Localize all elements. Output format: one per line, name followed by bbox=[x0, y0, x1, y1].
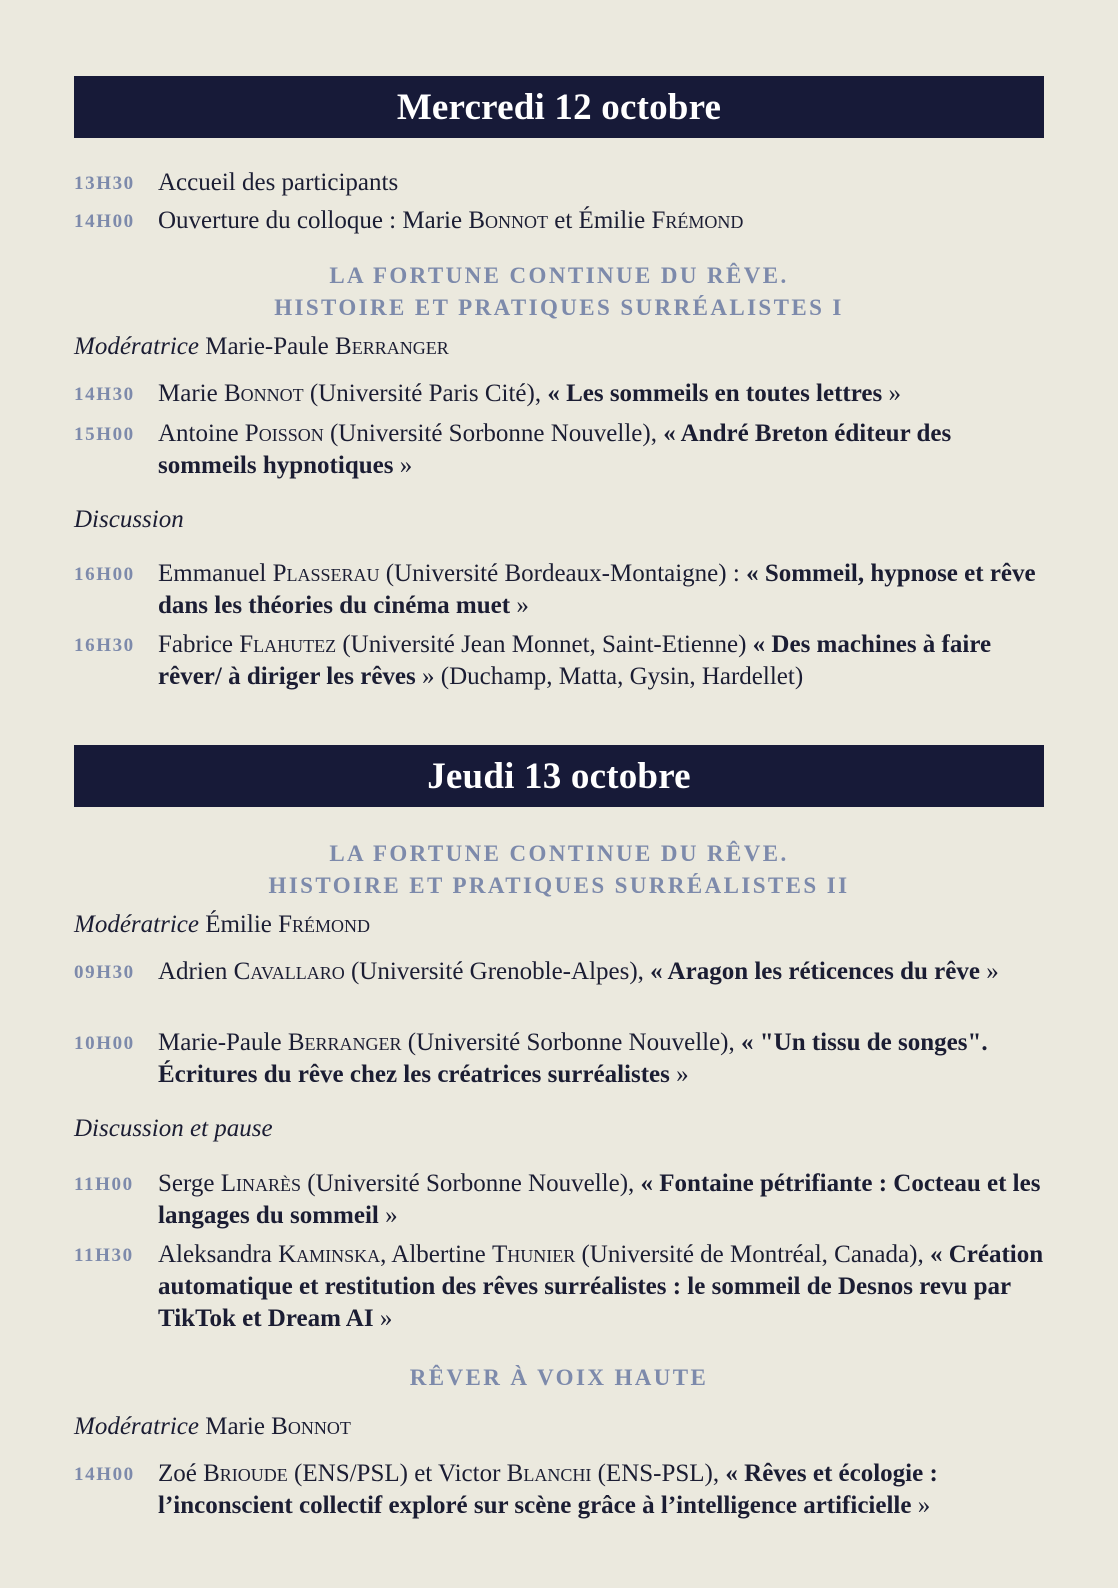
speaker-affiliation: (Université Grenoble-Alpes), bbox=[344, 958, 651, 985]
talk-time: 16H30 bbox=[74, 635, 135, 656]
talk-entry bbox=[74, 418, 1049, 482]
talk-entry bbox=[74, 629, 1049, 693]
talk-entry bbox=[74, 558, 1049, 622]
speaker-name: Bonnot bbox=[468, 207, 548, 234]
moderator-first: Marie bbox=[205, 1413, 272, 1440]
speaker-last: Thunier bbox=[491, 1241, 576, 1268]
speaker-last: Linarès bbox=[220, 1170, 302, 1197]
talk-time: 10H00 bbox=[74, 1033, 135, 1054]
entry-text: Accueil des participants bbox=[158, 169, 399, 196]
speaker-last: Cavallaro bbox=[233, 958, 345, 985]
moderator-line bbox=[74, 331, 1044, 363]
discussion-label: Discussion et pause bbox=[74, 1115, 273, 1142]
talk-entry bbox=[74, 1239, 1049, 1335]
moderator-last: Bonnot bbox=[271, 1413, 351, 1440]
day-banner-wednesday bbox=[74, 76, 1044, 138]
talk-title: « Les sommeils en toutes lettres bbox=[547, 380, 883, 407]
speaker-affiliation: (Université de Montréal, Canada), bbox=[575, 1241, 930, 1268]
session-heading bbox=[74, 1362, 1044, 1394]
moderator-last: Berranger bbox=[335, 333, 449, 360]
talk-end: » bbox=[669, 1061, 689, 1088]
speaker-last: Flahutez bbox=[239, 631, 337, 658]
talk-title: « Création automatique et restitution des rêves surréalistes : le sommeil de Desnos revu par TikTok et Dream AI bbox=[158, 1241, 1044, 1332]
entry-text: Ouverture du colloque : Marie bbox=[158, 207, 469, 234]
talk-time: 14H00 bbox=[74, 1464, 135, 1485]
talk-entry bbox=[74, 1027, 1049, 1091]
session-title-line: RÊVER À VOIX HAUTE bbox=[409, 1365, 709, 1390]
moderator-line bbox=[74, 909, 1044, 941]
talk-entry bbox=[74, 1458, 1049, 1522]
speaker-first: Adrien bbox=[158, 958, 234, 985]
speaker-first: Emmanuel bbox=[158, 560, 273, 587]
entry-time: 13H30 bbox=[74, 173, 135, 194]
talk-end: » bbox=[373, 1305, 393, 1332]
speaker-first: Marie-Paule bbox=[158, 1029, 288, 1056]
moderator-first: Émilie bbox=[205, 911, 279, 938]
talk-end: » bbox=[979, 958, 999, 985]
day-title: Jeudi 13 octobre bbox=[427, 755, 691, 797]
moderator-label: Modératrice bbox=[74, 911, 199, 938]
schedule-entry bbox=[74, 167, 1049, 199]
speaker-affiliation: (Université Sorbonne Nouvelle), bbox=[301, 1170, 641, 1197]
talk-title: « André Breton éditeur des sommeils hypnotiques bbox=[158, 420, 952, 479]
talk-end: » bbox=[378, 1202, 398, 1229]
speaker-first: Marie bbox=[158, 380, 224, 407]
schedule-entry bbox=[74, 205, 1049, 237]
talk-time: 16H00 bbox=[74, 564, 135, 585]
talk-title: « Rêves et écologie : l’inconscient collectif exploré sur scène grâce à l’intelligence artificielle bbox=[158, 1460, 938, 1519]
speaker-separator: , Albertine bbox=[380, 1241, 492, 1268]
speaker-affiliation: (Université Paris Cité), bbox=[303, 380, 548, 407]
speaker-last: Blanchi bbox=[506, 1460, 592, 1487]
speaker-first: Aleksandra bbox=[158, 1241, 279, 1268]
talk-title: « "Un tissu de songes". Écritures du rêve chez les créatrices surréalistes bbox=[158, 1029, 988, 1088]
moderator-label: Modératrice bbox=[74, 1413, 199, 1440]
talk-entry bbox=[74, 1168, 1049, 1232]
day-title: Mercredi 12 octobre bbox=[396, 86, 722, 128]
talk-title: « Des machines à faire rêver/ à diriger les rêves bbox=[158, 631, 992, 690]
day-banner-thursday bbox=[74, 745, 1044, 807]
talk-entry bbox=[74, 956, 1049, 988]
moderator-line bbox=[74, 1411, 1044, 1443]
speaker-last: Plasserau bbox=[272, 560, 380, 587]
speaker-last: Poisson bbox=[244, 420, 324, 447]
speaker-last: Kaminska bbox=[278, 1241, 381, 1268]
talk-time: 09H30 bbox=[74, 962, 135, 983]
speaker-last: Brioude bbox=[203, 1460, 288, 1487]
talk-end: » bbox=[911, 1492, 931, 1519]
talk-time: 15H00 bbox=[74, 424, 135, 445]
moderator-last: Frémond bbox=[278, 911, 371, 938]
speaker-separator: (ENS/PSL) et Victor bbox=[287, 1460, 507, 1487]
discussion-label: Discussion bbox=[74, 506, 184, 533]
speaker-first: Antoine bbox=[158, 420, 245, 447]
session-title-line: HISTOIRE ET PRATIQUES SURRÉALISTES I bbox=[274, 295, 844, 320]
session-heading bbox=[74, 838, 1044, 902]
moderator-first: Marie-Paule bbox=[205, 333, 336, 360]
speaker-affiliation: (Université Sorbonne Nouvelle), bbox=[401, 1029, 742, 1056]
talk-end: » (Duchamp, Matta, Gysin, Hardellet) bbox=[415, 663, 804, 690]
talk-entry bbox=[74, 378, 1049, 410]
session-title-line: LA FORTUNE CONTINUE DU RÊVE. bbox=[329, 263, 789, 288]
talk-end: » bbox=[393, 452, 413, 479]
talk-title: « Fontaine pétrifiante : Cocteau et les langages du sommeil bbox=[158, 1170, 1041, 1229]
speaker-last: Bonnot bbox=[223, 380, 304, 407]
speaker-name: Frémond bbox=[651, 207, 744, 234]
speaker-affiliation: (ENS-PSL), bbox=[591, 1460, 726, 1487]
talk-end: » bbox=[510, 592, 529, 619]
talk-title: « Aragon les réticences du rêve bbox=[650, 958, 980, 985]
speaker-first: Zoé bbox=[158, 1460, 204, 1487]
talk-time: 11H00 bbox=[74, 1174, 134, 1195]
talk-time: 11H30 bbox=[74, 1245, 134, 1266]
talk-end: » bbox=[882, 380, 901, 407]
speaker-first: Fabrice bbox=[158, 631, 240, 658]
speaker-first: Serge bbox=[158, 1170, 221, 1197]
speaker-affiliation: (Université Jean Monnet, Saint-Etienne) bbox=[336, 631, 753, 658]
talk-time: 14H30 bbox=[74, 384, 135, 405]
session-title-line: LA FORTUNE CONTINUE DU RÊVE. bbox=[329, 841, 789, 866]
talk-title: « Sommeil, hypnose et rêve dans les théories du cinéma muet bbox=[158, 560, 1036, 619]
speaker-last: Berranger bbox=[287, 1029, 402, 1056]
speaker-affiliation: (Université Bordeaux-Montaigne) : bbox=[379, 560, 747, 587]
moderator-label: Modératrice bbox=[74, 333, 199, 360]
session-heading bbox=[74, 260, 1044, 324]
entry-text: et Émilie bbox=[548, 207, 652, 234]
speaker-affiliation: (Université Sorbonne Nouvelle), bbox=[323, 420, 664, 447]
session-title-line: HISTOIRE ET PRATIQUES SURRÉALISTES II bbox=[268, 873, 850, 898]
entry-time: 14H00 bbox=[74, 211, 135, 232]
